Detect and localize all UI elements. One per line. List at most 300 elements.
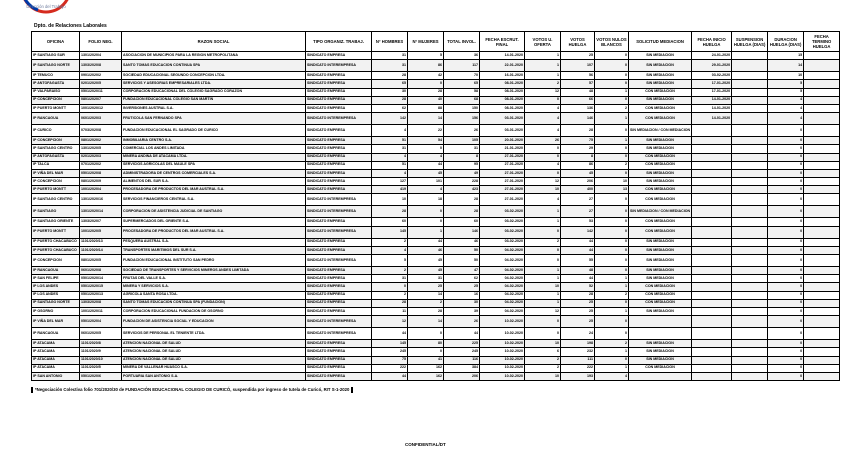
cell-mediacion: SIN MEDIACION: [629, 348, 692, 356]
cell-total: 16: [444, 291, 480, 299]
cell-fecha-escrut: 03-02-2020: [480, 238, 525, 246]
cell-folio: 1101/2020/8: [80, 340, 122, 348]
cell-nulos: 0: [595, 226, 629, 238]
cell-mediacion: SIN MEDIACION / CON MEDIACION: [629, 125, 692, 137]
column-header: FECHA INICIO HUELGA: [692, 32, 732, 52]
cell-hombres: 60: [372, 218, 408, 226]
cell-fecha-escrut: 03-02-2020: [480, 226, 525, 238]
cell-tipo: SINDICATO EMPRESA: [306, 96, 372, 104]
table-row: [32, 161, 840, 169]
cell-votos-oferta: 0: [525, 169, 561, 177]
cell-suspension: [732, 226, 768, 238]
cell-votos-oferta: 2: [525, 364, 561, 372]
cell-hombres: 44: [372, 372, 408, 380]
table-row: [32, 255, 840, 267]
cell-suspension: [732, 104, 768, 112]
cell-razon: FUNDACION EDUCACIONAL EL SAGRADO DE CURICO: [122, 125, 306, 137]
cell-inicio: [692, 340, 732, 348]
cell-duracion: 0: [768, 238, 804, 246]
cell-suspension: [732, 255, 768, 267]
cell-mujeres: 45: [408, 267, 444, 275]
cell-total: 30: [444, 299, 480, 307]
cell-tipo: SINDICATO EMPRESA: [306, 364, 372, 372]
cell-termino: [804, 186, 840, 194]
cell-votos-huelga: 53: [561, 218, 595, 226]
cell-mediacion: SIN MEDIACION: [629, 246, 692, 254]
cell-votos-huelga: 107: [561, 60, 595, 72]
cell-mujeres: 45: [408, 169, 444, 177]
cell-hombres: 4: [372, 169, 408, 177]
cell-mediacion: SIN MEDIACION: [629, 340, 692, 348]
cell-oficina: IP VALPARAISO: [32, 88, 80, 96]
table-row: [32, 328, 840, 340]
cell-tipo: SINDICATO EMPRESA: [306, 80, 372, 88]
cell-votos-huelga: 48: [561, 88, 595, 96]
cell-termino: [804, 328, 840, 340]
cell-fecha-escrut: 16-01-2020: [480, 72, 525, 80]
cell-termino: [804, 348, 840, 356]
cell-fecha-escrut: 14-01-2020: [480, 52, 525, 60]
cell-suspension: [732, 88, 768, 96]
cell-razon: FRUTAS DEL VALLE S.A.: [122, 275, 306, 283]
cell-inicio: [692, 206, 732, 218]
cell-votos-huelga: 206: [561, 178, 595, 186]
cell-tipo: SINDICATO EMPRESA: [306, 283, 372, 291]
cell-total: 26: [444, 125, 480, 137]
cell-oficina: IP ATACAMA: [32, 356, 80, 364]
cell-total: 206: [444, 372, 480, 380]
cell-suspension: [732, 328, 768, 340]
cell-nulos: 0: [595, 206, 629, 218]
cell-total: 26: [444, 316, 480, 328]
cell-hombres: 28: [372, 72, 408, 80]
cell-mediacion: SIN MEDIACION: [629, 80, 692, 88]
cell-hombres: 31: [372, 275, 408, 283]
cell-tipo: SINDICATO EMPRESA: [306, 104, 372, 112]
cell-oficina: IP CONCEPCION: [32, 178, 80, 186]
cell-total: 46: [444, 238, 480, 246]
cell-oficina: IP SANTIAGO CENTRO: [32, 145, 80, 153]
cell-mujeres: 44: [408, 238, 444, 246]
cell-tipo: SINDICATO EMPRESA: [306, 238, 372, 246]
cell-mediacion: SIN MEDIACION: [629, 60, 692, 72]
cell-folio: 0601/2020/3: [80, 113, 122, 125]
cell-fecha-escrut: 03-02-2020: [480, 218, 525, 226]
cell-razon: ALIMENTOS DEL SUR S.A.: [122, 178, 306, 186]
cell-votos-huelga: 44: [561, 246, 595, 254]
cell-inicio: 17-01-2020: [692, 80, 732, 88]
cell-mujeres: 2: [408, 299, 444, 307]
cell-votos-huelga: 55: [561, 255, 595, 267]
cell-termino: [804, 267, 840, 275]
column-header: N° HOMBRES: [372, 32, 408, 52]
cell-votos-huelga: 57: [561, 80, 595, 88]
cell-inicio: [692, 125, 732, 137]
cell-hombres: 31: [372, 52, 408, 60]
cell-tipo: SINDICATO EMPRESA: [306, 186, 372, 194]
cell-termino: [804, 88, 840, 96]
cell-votos-huelga: 8: [561, 153, 595, 161]
cell-hombres: 62: [372, 104, 408, 112]
cell-votos-oferta: 10: [525, 283, 561, 291]
column-header: FECHA TERMINO HUELGA: [804, 32, 840, 52]
cell-razon: ASOCIACION DE MUNICIPIOS PARA LA REGION METROPOLITANA: [122, 52, 306, 60]
cell-fecha-escrut: 27-01-2020: [480, 178, 525, 186]
cell-tipo: SINDICATO EMPRESA: [306, 299, 372, 307]
cell-nulos: 0: [595, 153, 629, 161]
cell-folio: 0201/2020/3: [80, 153, 122, 161]
cell-folio: 0801/2020/2: [80, 137, 122, 145]
table-row: [32, 186, 840, 194]
cell-hombres: 145: [372, 226, 408, 238]
cell-oficina: IP PUERTO MONTT: [32, 226, 80, 238]
cell-hombres: 145: [372, 340, 408, 348]
cell-votos-oferta: 26: [525, 137, 561, 145]
cell-hombres: 31: [372, 145, 408, 153]
cell-tipo: SINDICATO EMPRESA: [306, 218, 372, 226]
table-row: [32, 88, 840, 96]
cell-hombres: 222: [372, 364, 408, 372]
cell-mujeres: 22: [408, 125, 444, 137]
cell-total: 62: [444, 275, 480, 283]
cell-termino: [804, 255, 840, 267]
cell-razon: SANTO TOMAS EDUCACION CONTINUA SPA: [122, 60, 306, 72]
cell-tipo: SINDICATO EMPRESA: [306, 145, 372, 153]
table-row: [32, 340, 840, 348]
cell-fecha-escrut: 03-01-2020: [480, 125, 525, 137]
column-header: OFICINA: [32, 32, 80, 52]
cell-folio: 0501/2020/14: [80, 275, 122, 283]
cell-folio: 0501/2020/13: [80, 291, 122, 299]
cell-folio: 1101/2020/14: [80, 246, 122, 254]
cell-total: 225: [444, 340, 480, 348]
cell-mujeres: 14: [408, 316, 444, 328]
cell-duracion: 0: [768, 372, 804, 380]
cell-tipo: SINDICATO EMPRESA: [306, 291, 372, 299]
cell-oficina: IP VIÑA DEL MAR: [32, 316, 80, 328]
cell-duracion: 0: [768, 226, 804, 238]
cell-inicio: [692, 291, 732, 299]
cell-tipo: SINDICATO EMPRESA: [306, 275, 372, 283]
cell-votos-oferta: 4: [525, 161, 561, 169]
cell-inicio: [692, 299, 732, 307]
cell-duracion: 0: [768, 328, 804, 340]
cell-mujeres: 42: [408, 72, 444, 80]
cell-votos-oferta: 10: [525, 340, 561, 348]
cell-termino: [804, 356, 840, 364]
cell-votos-oferta: 4: [525, 194, 561, 206]
cell-tipo: SINDICATO EMPRESA: [306, 246, 372, 254]
cell-razon: ADMINISTRADORA DE CENTROS COMERCIALES S.A.: [122, 169, 306, 177]
page-footer: CONFIDENTIAL/DT: [405, 442, 446, 447]
table-row: [32, 145, 840, 153]
table-row: [32, 218, 840, 226]
cell-duracion: 0: [768, 356, 804, 364]
cell-razon: SERVICIOS Y ASESORIAS EMPRESARIALES LTDA.: [122, 80, 306, 88]
cell-termino: [804, 153, 840, 161]
cell-tipo: SINDICATO INTEREMPRESA: [306, 113, 372, 125]
cell-termino: [804, 80, 840, 88]
cell-folio: 0701/2020/2: [80, 161, 122, 169]
cell-duracion: 10: [768, 72, 804, 80]
cell-mediacion: SIN MEDIACION: [629, 356, 692, 364]
cell-oficina: IP SAN ANTONIO: [32, 372, 80, 380]
cell-tipo: SINDICATO EMPRESA: [306, 161, 372, 169]
cell-razon: FUNDACION EDUCACIONAL COLEGIO SAN MARTIN: [122, 96, 306, 104]
cell-fecha-escrut: 27-01-2020: [480, 194, 525, 206]
cell-razon: CORPORACION EDUCACIONAL DEL COLEGIO SAGRADO CORAZON: [122, 88, 306, 96]
cell-mediacion: SIN MEDIACION: [629, 169, 692, 177]
table-row: [32, 275, 840, 283]
table-row: [32, 60, 840, 72]
cell-suspension: [732, 316, 768, 328]
cell-votos-oferta: 4: [525, 125, 561, 137]
table-row: [32, 316, 840, 328]
cell-votos-oferta: 1: [525, 299, 561, 307]
cell-oficina: IP CURICO: [32, 125, 80, 137]
cell-oficina: IP RANCAGUA: [32, 113, 80, 125]
cell-total: 116: [444, 356, 480, 364]
cell-hombres: 75: [372, 356, 408, 364]
table-row: [32, 125, 840, 137]
cell-duracion: 14: [768, 60, 804, 72]
cell-razon: INMOBILIARIA CENTRO S.A.: [122, 137, 306, 145]
cell-folio: 0501/2020/11: [80, 88, 122, 96]
cell-hombres: 28: [372, 96, 408, 104]
cell-duracion: 0: [768, 186, 804, 194]
cell-mediacion: SIN MEDIACION: [629, 145, 692, 153]
table-row: [32, 283, 840, 291]
cell-fecha-escrut: 04-02-2020: [480, 267, 525, 275]
svg-text:Dirección del Trabajo: Dirección del Trabajo: [26, 4, 66, 9]
cell-tipo: SINDICATO EMPRESA: [306, 307, 372, 315]
cell-total: 50: [444, 255, 480, 267]
cell-suspension: [732, 283, 768, 291]
cell-inicio: [692, 218, 732, 226]
cell-termino: [804, 194, 840, 206]
table-row: [32, 72, 840, 80]
table-row: [32, 194, 840, 206]
cell-termino: [804, 161, 840, 169]
cell-inicio: [692, 153, 732, 161]
cell-total: 44: [444, 328, 480, 340]
table-row: [32, 52, 840, 60]
cell-folio: 0801/2020/5: [80, 255, 122, 267]
cell-nulos: 0: [595, 60, 629, 72]
cell-suspension: [732, 348, 768, 356]
cell-inicio: 14-01-2020: [692, 104, 732, 112]
cell-tipo: SINDICATO EMPRESA: [306, 340, 372, 348]
footnote: *Negociación Colectiva folio 701/2020/30 de FUNDACIÓN EDUCACIONAL COLEGIO DE CURICÓ, suspendida por ingreso de tutela de Curicó, RIT S-1-2020: [31, 387, 353, 393]
table-row: [32, 348, 840, 356]
cell-total: 423: [444, 186, 480, 194]
cell-termino: [804, 104, 840, 112]
cell-votos-oferta: 1: [525, 275, 561, 283]
cell-oficina: IP SANTIAGO: [32, 206, 80, 218]
cell-folio: 1303/2020/8: [80, 299, 122, 307]
cell-oficina: IP TALCA: [32, 161, 80, 169]
table-row: [32, 169, 840, 177]
cell-razon: SANTO TOMAS EDUCACION CONTINUA SPA (FUNDACION): [122, 299, 306, 307]
cell-inicio: 14-01-2020: [692, 96, 732, 104]
cell-hombres: 4: [372, 153, 408, 161]
cell-votos-huelga: 75: [561, 137, 595, 145]
cell-oficina: IP LOS ANDES: [32, 283, 80, 291]
cell-fecha-escrut: 08-01-2020: [480, 80, 525, 88]
cell-votos-huelga: 142: [561, 226, 595, 238]
cell-hombres: 245: [372, 348, 408, 356]
cell-mediacion: CON MEDIACION: [629, 283, 692, 291]
cell-mediacion: [629, 328, 692, 340]
cell-inicio: [692, 246, 732, 254]
table-row: [32, 356, 840, 364]
cell-total: 60: [444, 218, 480, 226]
cell-suspension: [732, 153, 768, 161]
cell-votos-huelga: 222: [561, 364, 595, 372]
cell-fecha-escrut: 27-01-2020: [480, 161, 525, 169]
cell-nulos: 1: [595, 364, 629, 372]
cell-oficina: IP SAN FELIPE: [32, 275, 80, 283]
cell-nulos: 0: [595, 125, 629, 137]
cell-nulos: 1: [595, 137, 629, 145]
cell-tipo: SINDICATO INTEREMPRESA: [306, 194, 372, 206]
cell-mujeres: 1: [408, 226, 444, 238]
cell-fecha-escrut: 27-01-2020: [480, 186, 525, 194]
cell-suspension: [732, 186, 768, 194]
department-label: Dpto. de Relaciones Laborales: [34, 23, 107, 29]
cell-inicio: [692, 316, 732, 328]
cell-votos-oferta: 0: [525, 246, 561, 254]
cell-mediacion: SIN MEDIACION: [629, 137, 692, 145]
column-header: VOTOS U. OFERTA: [525, 32, 561, 52]
cell-votos-huelga: 29: [561, 145, 595, 153]
cell-termino: [804, 238, 840, 246]
cell-tipo: SINDICATO EMPRESA: [306, 356, 372, 364]
cell-fecha-escrut: 08-01-2020: [480, 104, 525, 112]
cell-inicio: [692, 169, 732, 177]
cell-folio: 1001/2020/5: [80, 226, 122, 238]
cell-suspension: [732, 161, 768, 169]
cell-suspension: [732, 60, 768, 72]
cell-duracion: 0: [768, 161, 804, 169]
table-row: [32, 153, 840, 161]
table-row: [32, 137, 840, 145]
cell-razon: ATENCION NACIONAL DE SALUD: [122, 348, 306, 356]
cell-suspension: [732, 169, 768, 177]
cell-oficina: IP LOS ANDES: [32, 291, 80, 299]
cell-inicio: [692, 283, 732, 291]
cell-votos-oferta: 2: [525, 80, 561, 88]
cell-suspension: [732, 364, 768, 372]
cell-total: 70: [444, 72, 480, 80]
cell-duracion: 4: [768, 104, 804, 112]
cell-votos-huelga: 48: [561, 267, 595, 275]
cell-hombres: 44: [372, 328, 408, 340]
cell-suspension: [732, 307, 768, 315]
cell-total: 68: [444, 96, 480, 104]
cell-nulos: 0: [595, 299, 629, 307]
cell-suspension: [732, 246, 768, 254]
cell-mediacion: CON MEDIACION: [629, 186, 692, 194]
cell-termino: [804, 218, 840, 226]
cell-suspension: [732, 137, 768, 145]
cell-suspension: [732, 206, 768, 218]
cell-razon: SERVICIOS AGRICOLAS DEL MAULE SPA: [122, 161, 306, 169]
cell-folio: 0601/2020/5: [80, 328, 122, 340]
cell-votos-oferta: 0: [525, 226, 561, 238]
cell-mediacion: CON MEDIACION: [629, 161, 692, 169]
cell-nulos: 0: [595, 52, 629, 60]
cell-mujeres: 18: [408, 194, 444, 206]
cell-duracion: 0: [768, 340, 804, 348]
cell-folio: 0801/2020/9: [80, 178, 122, 186]
cell-votos-oferta: 0: [525, 255, 561, 267]
cell-razon: MINERA DE VALLENAR HUASCO S.A.: [122, 364, 306, 372]
cell-oficina: IP ATACAMA: [32, 348, 80, 356]
cell-termino: [804, 246, 840, 254]
cell-hombres: 4: [372, 125, 408, 137]
cell-nulos: 2: [595, 291, 629, 299]
table-row: [32, 372, 840, 380]
cell-fecha-escrut: 22-01-2020: [480, 60, 525, 72]
cell-folio: 0501/2020/15: [80, 283, 122, 291]
cell-inicio: 24-01-2020: [692, 52, 732, 60]
cell-total: 49: [444, 169, 480, 177]
cell-duracion: 5: [768, 80, 804, 88]
cell-inicio: 29-01-2020: [692, 60, 732, 72]
cell-suspension: [732, 72, 768, 80]
cell-nulos: 2: [595, 340, 629, 348]
cell-votos-oferta: 4: [525, 104, 561, 112]
cell-tipo: SINDICATO INTEREMPRESA: [306, 328, 372, 340]
cell-inicio: [692, 307, 732, 315]
cell-termino: [804, 206, 840, 218]
cell-termino: [804, 291, 840, 299]
cell-oficina: IP ANTOFAGASTA: [32, 153, 80, 161]
cell-mediacion: CON MEDIACION: [629, 88, 692, 96]
cell-votos-oferta: 0: [525, 96, 561, 104]
cell-duracion: 0: [768, 283, 804, 291]
cell-folio: 0501/2020/6: [80, 372, 122, 380]
cell-total: 39: [444, 307, 480, 315]
cell-razon: SERVICIOS DE PERSONAL EL TENIENTE LTDA.: [122, 328, 306, 340]
cell-hombres: 2: [372, 267, 408, 275]
cell-nulos: 0: [595, 72, 629, 80]
column-header: VOTOS NULOS BLANCOS: [595, 32, 629, 52]
cell-duracion: 0: [768, 364, 804, 372]
cell-total: 65: [444, 80, 480, 88]
cell-mediacion: SIN MEDIACION: [629, 307, 692, 315]
column-header: N° MUJERES: [408, 32, 444, 52]
cell-total: 58: [444, 88, 480, 96]
cell-inicio: [692, 372, 732, 380]
cell-mujeres: 28: [408, 88, 444, 96]
cell-razon: CORPORACION EDUCACIONAL FUNDACION DE OSORNO: [122, 307, 306, 315]
cell-fecha-escrut: 04-02-2020: [480, 283, 525, 291]
cell-fecha-escrut: 04-02-2020: [480, 246, 525, 254]
cell-oficina: IP OSORNO: [32, 307, 80, 315]
cell-mujeres: 45: [408, 255, 444, 267]
cell-oficina: IP SANTIAGO NORTE: [32, 60, 80, 72]
cell-duracion: 0: [768, 299, 804, 307]
cell-oficina: IP SANTIAGO CENTRO: [32, 194, 80, 206]
cell-hombres: 65: [372, 80, 408, 88]
cell-votos-oferta: 1: [525, 52, 561, 60]
cell-total: 245: [444, 348, 480, 356]
cell-hombres: 31: [372, 60, 408, 72]
cell-total: 47: [444, 267, 480, 275]
cell-duracion: 0: [768, 307, 804, 315]
